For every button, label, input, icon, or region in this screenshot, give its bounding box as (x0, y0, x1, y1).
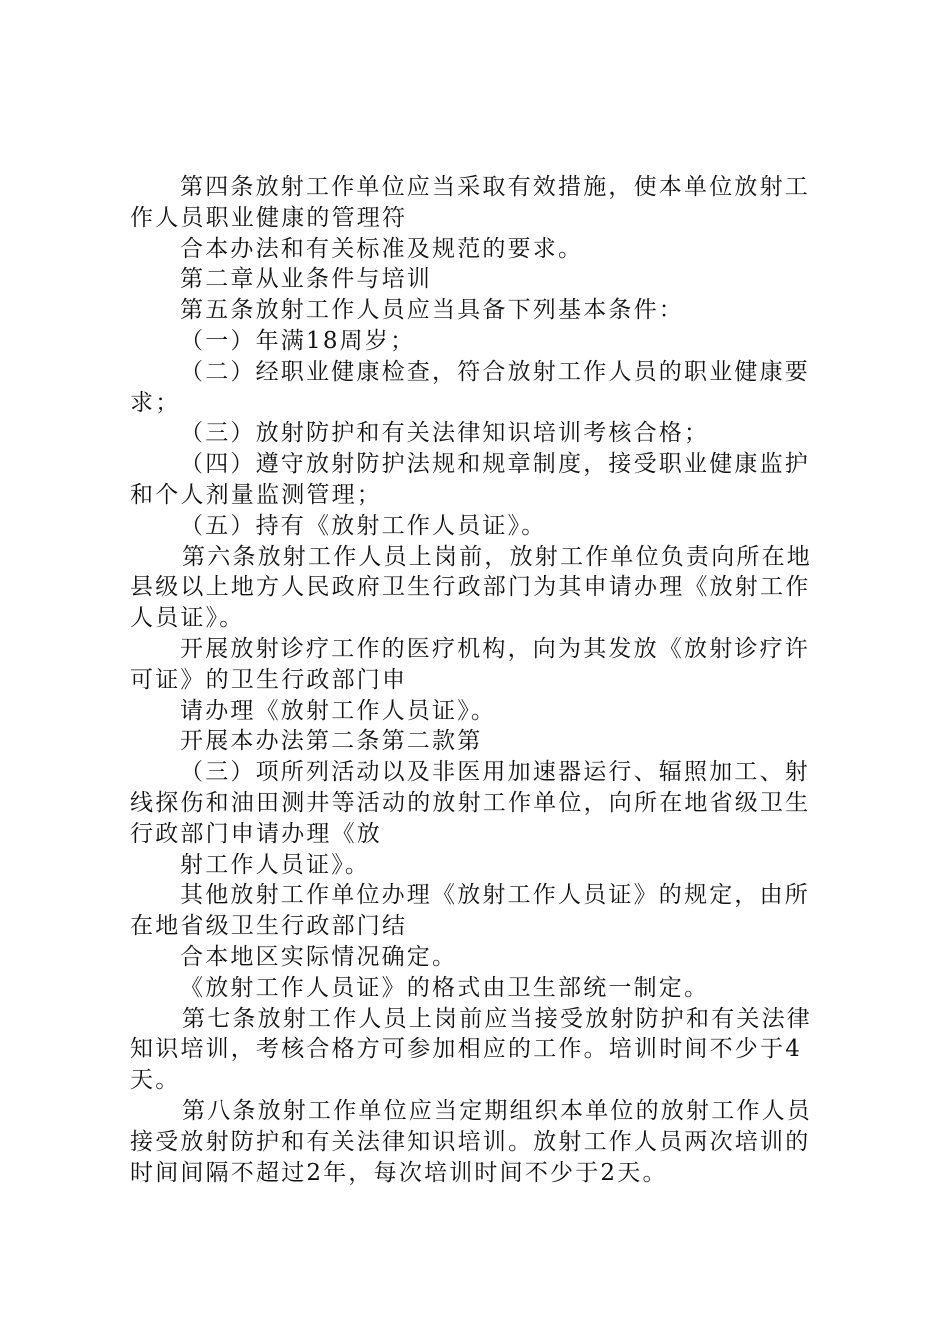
text-line: 时间间隔不超过2年，每次培训时间不少于2天。 (130, 1159, 668, 1186)
text-line: 行政部门申请办理《放 (130, 820, 382, 847)
text-line: 合本办法和有关标准及规范的要求。 (180, 235, 584, 262)
chapter-heading: 第二章从业条件与培训 (180, 266, 432, 293)
text-line: 和个人剂量监测管理； (130, 481, 382, 508)
text-line: 《放射工作人员证》的格式由卫生部统一制定。 (180, 974, 710, 1001)
list-item: （五）持有《放射工作人员证》。 (180, 512, 547, 539)
text-line: 线探伤和油田测井等活动的放射工作单位，向所在地省级卫生 (130, 789, 811, 816)
text-line: 知识培训，考核合格方可参加相应的工作。培训时间不少于4 (130, 1036, 803, 1063)
text-line: 第八条放射工作单位应当定期组织本单位的放射工作人员 (182, 1097, 812, 1124)
text-line: 开展本办法第二条第二款第 (180, 728, 483, 755)
list-item: （四）遵守放射防护法规和规章制度，接受职业健康监护 (180, 451, 810, 478)
list-item: （三）放射防护和有关法律知识培训考核合格； (180, 420, 710, 447)
text-line: 在地省级卫生行政部门结 (130, 913, 408, 940)
text-line: 县级以上地方人民政府卫生行政部门为其申请办理《放射工作 (130, 574, 811, 601)
text-line: 求； (130, 389, 181, 416)
list-item: （一）年满18周岁； (180, 327, 416, 354)
text-line: 第六条放射工作人员上岗前，放射工作单位负责向所在地 (182, 543, 812, 570)
text-line: 其他放射工作单位办理《放射工作人员证》的规定，由所 (180, 882, 810, 909)
text-line: 第四条放射工作单位应当采取有效措施，使本单位放射工 (180, 174, 810, 200)
list-item: （二）经职业健康检查，符合放射工作人员的职业健康要 (180, 358, 810, 385)
text-line: 天。 (130, 1067, 181, 1094)
text-line: 可证》的卫生行政部门申 (130, 666, 408, 693)
text-line: 作人员职业健康的管理符 (130, 204, 408, 231)
text-line: 射工作人员证》。 (180, 851, 371, 878)
text-line: 第五条放射工作人员应当具备下列基本条件： (180, 297, 684, 324)
text-line: （三）项所列活动以及非医用加速器运行、辐照加工、射 (180, 759, 810, 786)
text-line: 接受放射防护和有关法律知识培训。放射工作人员两次培训的 (130, 1128, 811, 1155)
text-line: 人员证》。 (130, 605, 245, 632)
text-line: 合本地区实际情况确定。 (180, 943, 458, 970)
body-text (130, 172, 835, 1188)
text-line: 开展放射诊疗工作的医疗机构，向为其发放《放射诊疗许 (180, 635, 810, 662)
text-line: 第七条放射工作人员上岗前应当接受放射防护和有关法律 (182, 1005, 812, 1032)
text-line: 请办理《放射工作人员证》。 (180, 697, 497, 724)
